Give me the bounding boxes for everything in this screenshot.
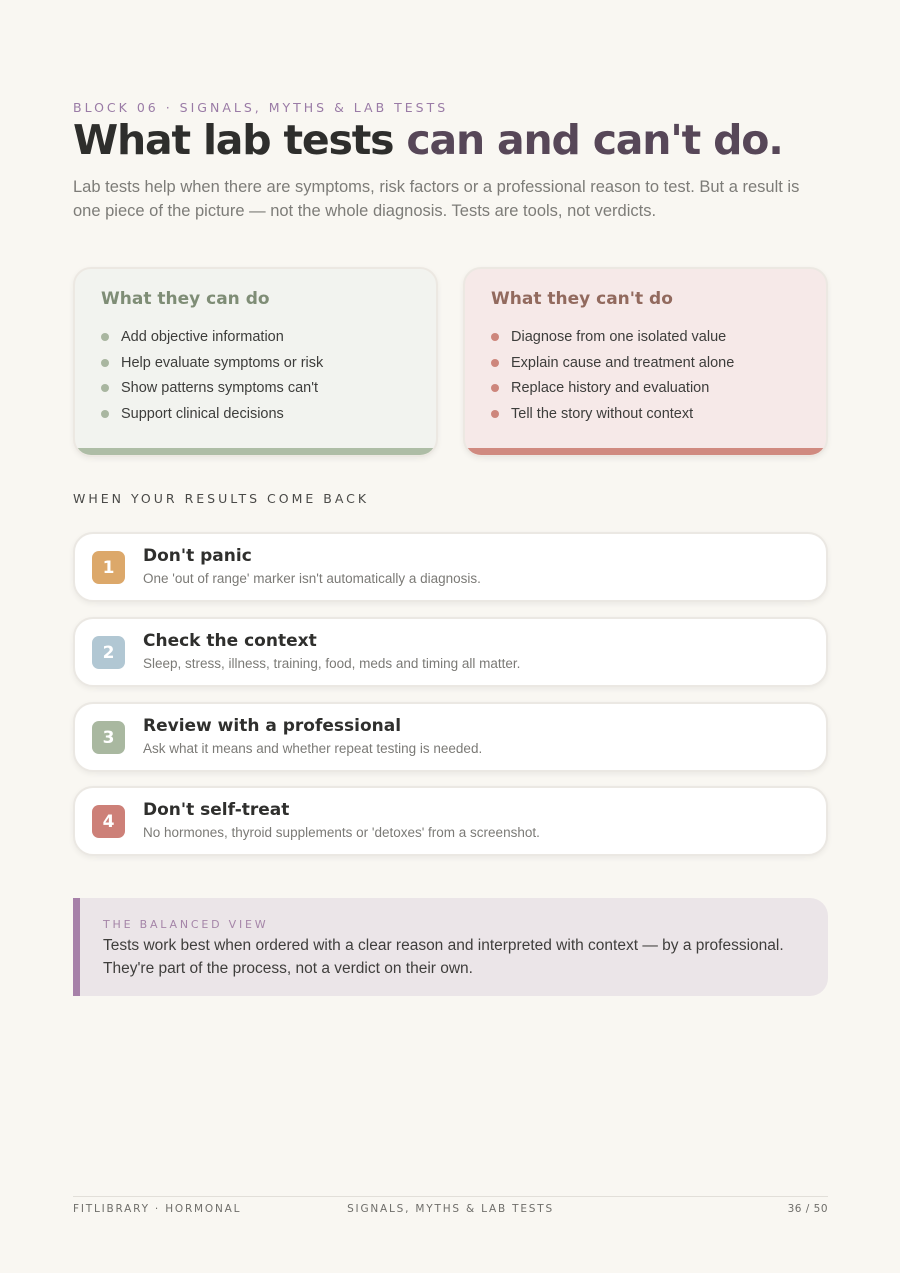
- step-description: No hormones, thyroid supplements or 'detoxes' from a screenshot.: [143, 825, 540, 840]
- step-number-badge: 2: [92, 636, 125, 669]
- cant-do-title: What they can't do: [491, 289, 673, 309]
- list-item: [491, 375, 734, 401]
- can-do-list: [101, 324, 323, 427]
- list-item: [101, 324, 323, 350]
- list-item-label: Tell the story without context: [511, 405, 694, 422]
- step-title: Review with a professional: [143, 716, 402, 736]
- step-description: One 'out of range' marker isn't automatically a diagnosis.: [143, 571, 481, 586]
- cant-do-list: [491, 324, 734, 427]
- balanced-view-callout: [73, 898, 828, 996]
- step-description: Ask what it means and whether repeat testing is needed.: [143, 741, 483, 756]
- block-eyebrow: BLOCK 06 · SIGNALS, MYTHS & LAB TESTS: [73, 100, 449, 115]
- step-card-3: [73, 702, 828, 772]
- list-item: [101, 350, 323, 376]
- title-accent: can and can't do.: [406, 116, 783, 164]
- list-item-label: Explain cause and treatment alone: [511, 354, 735, 371]
- step-title: Don't self-treat: [143, 800, 290, 820]
- step-description: Sleep, stress, illness, training, food, meds and timing all matter.: [143, 656, 521, 671]
- bullet-dot-icon: [491, 384, 499, 392]
- callout-text: Tests work best when ordered with a clear reason and interpreted with context — by a professional. They're part of the process, not a verdict on their own.: [103, 937, 784, 977]
- footer-brand: FITLIBRARY · HORMONAL: [73, 1203, 242, 1215]
- bullet-dot-icon: [101, 359, 109, 367]
- list-item: [491, 350, 734, 376]
- footer-section: SIGNALS, MYTHS & LAB TESTS: [347, 1203, 554, 1215]
- step-card-2: [73, 617, 828, 687]
- can-do-title: What they can do: [101, 289, 270, 309]
- list-item-label: Support clinical decisions: [121, 405, 284, 422]
- list-item-label: Show patterns symptoms can't: [121, 380, 318, 397]
- card-accent-bar: [75, 448, 436, 455]
- bullet-dot-icon: [491, 333, 499, 341]
- bullet-dot-icon: [491, 410, 499, 418]
- step-card-4: [73, 786, 828, 856]
- card-accent-bar: [465, 448, 826, 455]
- list-item-label: Replace history and evaluation: [511, 380, 710, 397]
- results-section-label: WHEN YOUR RESULTS COME BACK: [73, 491, 370, 506]
- title-main: What lab tests: [73, 116, 407, 164]
- step-number-badge: 3: [92, 721, 125, 754]
- step-number-badge: 1: [92, 551, 125, 584]
- step-number-badge: 4: [92, 805, 125, 838]
- bullet-dot-icon: [101, 384, 109, 392]
- page-number: 36 / 50: [787, 1203, 828, 1215]
- bullet-dot-icon: [491, 359, 499, 367]
- list-item: [491, 401, 734, 427]
- bullet-dot-icon: [101, 410, 109, 418]
- footer-divider: [73, 1196, 828, 1197]
- step-title: Don't panic: [143, 546, 252, 566]
- can-do-card: [73, 267, 438, 457]
- list-item-label: Help evaluate symptoms or risk: [121, 354, 324, 371]
- step-card-1: [73, 532, 828, 602]
- intro-text: Lab tests help when there are symptoms, risk factors or a professional reason to test. But a result is one piece of the picture — not the whole diagnosis. Tests are tools, not verdicts.: [73, 178, 800, 220]
- list-item: [101, 401, 323, 427]
- page-title: [73, 116, 783, 164]
- list-item: [101, 375, 323, 401]
- cant-do-card: [463, 267, 828, 457]
- callout-label: THE BALANCED VIEW: [103, 918, 269, 931]
- list-item-label: Diagnose from one isolated value: [511, 328, 727, 345]
- list-item: [491, 324, 734, 350]
- step-title: Check the context: [143, 631, 317, 651]
- list-item-label: Add objective information: [121, 328, 284, 345]
- bullet-dot-icon: [101, 333, 109, 341]
